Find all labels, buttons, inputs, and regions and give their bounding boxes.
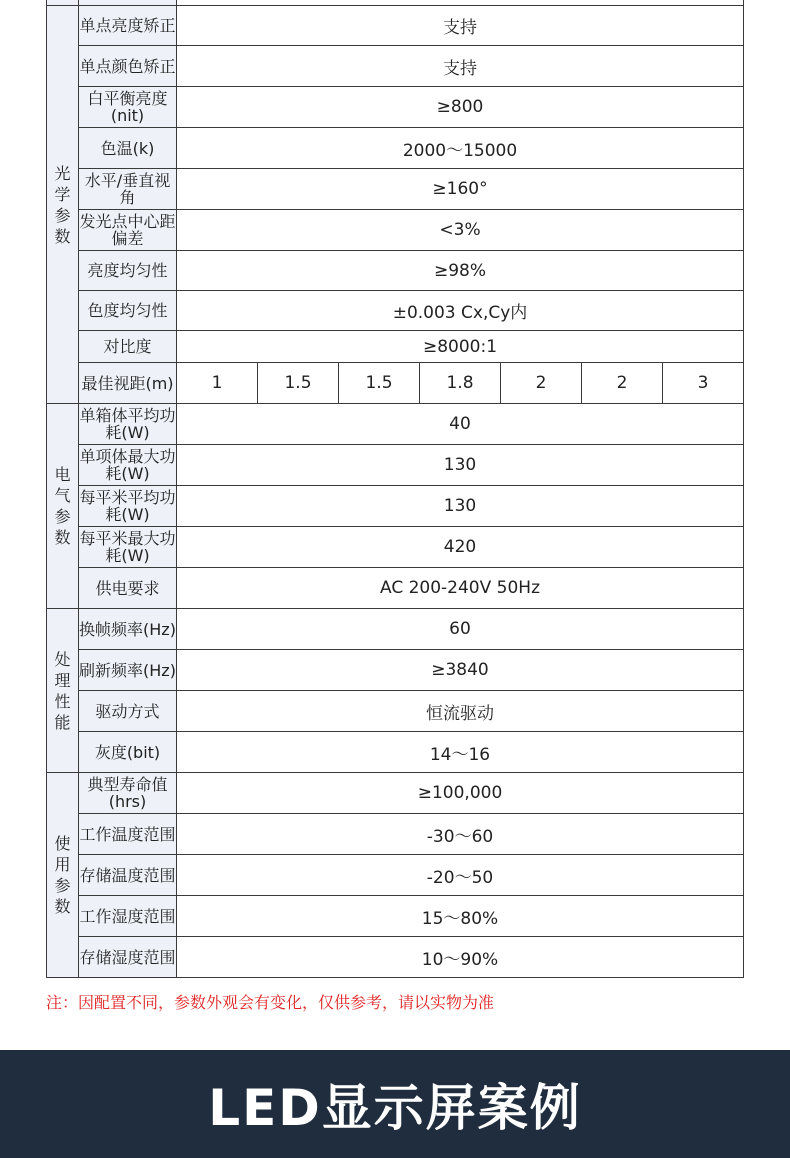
table-row: [47, 486, 744, 527]
row-value: -30～60: [177, 814, 744, 855]
row-label: 存储温度范围: [79, 855, 177, 896]
row-value: 10～90%: [177, 937, 744, 978]
row-value: ≥160°: [177, 169, 744, 210]
row-value: 60: [177, 609, 744, 650]
viewing-distance-cell: 2: [501, 363, 582, 404]
table-row: [47, 6, 744, 46]
table-row: [47, 363, 744, 404]
table-row: [47, 568, 744, 609]
disclaimer-note: 注：因配置不同，参数外观会有变化，仅供参考，请以实物为准: [46, 993, 495, 1012]
table-row: [47, 650, 744, 691]
row-value: ≥800: [177, 87, 744, 128]
table-row: [47, 46, 744, 87]
row-value: ≥8000:1: [177, 331, 744, 363]
table-row: [47, 937, 744, 978]
footer-banner: [0, 1050, 790, 1158]
row-label: 刷新频率(Hz): [79, 650, 177, 691]
table-row: [47, 128, 744, 169]
row-value: AC 200-240V 50Hz: [177, 568, 744, 609]
row-label: 每平米平均功耗(W): [79, 486, 177, 527]
viewing-distance-cell: 1.5: [258, 363, 339, 404]
row-label: 单箱体平均功耗(W): [79, 404, 177, 445]
table-row: [47, 855, 744, 896]
row-label: 供电要求: [79, 568, 177, 609]
row-value: -20～50: [177, 855, 744, 896]
row-value: ≥100,000: [177, 773, 744, 814]
table-row: [47, 251, 744, 291]
row-label: 亮度均匀性: [79, 251, 177, 291]
row-label: 工作温度范围: [79, 814, 177, 855]
table-row: [47, 445, 744, 486]
row-value: 恒流驱动: [177, 691, 744, 732]
viewing-distance-cell: 1: [177, 363, 258, 404]
row-label: 存储湿度范围: [79, 937, 177, 978]
table-row: [47, 210, 744, 251]
row-value: 420: [177, 527, 744, 568]
row-value: 2000～15000: [177, 128, 744, 169]
viewing-distance-cell: 1.8: [420, 363, 501, 404]
row-value: 130: [177, 445, 744, 486]
table-row: [47, 87, 744, 128]
row-label: 色度均匀性: [79, 291, 177, 331]
group-optical: 光学参数: [47, 6, 79, 404]
row-value: 14～16: [177, 732, 744, 773]
table-row: [47, 732, 744, 773]
row-value: 130: [177, 486, 744, 527]
row-label: 水平/垂直视角: [79, 169, 177, 210]
table-row: [47, 773, 744, 814]
row-label: 典型寿命值(hrs): [79, 773, 177, 814]
row-label: 驱动方式: [79, 691, 177, 732]
row-label: 单项体最大功耗(W): [79, 445, 177, 486]
row-label: 单点颜色矫正: [79, 46, 177, 87]
table-row: [47, 814, 744, 855]
row-label: 工作湿度范围: [79, 896, 177, 937]
section-title: LED显示屏案例: [208, 1079, 582, 1137]
row-value: ≥98%: [177, 251, 744, 291]
table-row: [47, 527, 744, 568]
group-processing: 处理性能: [47, 609, 79, 773]
table-row: [47, 896, 744, 937]
group-electrical: 电气参数: [47, 404, 79, 609]
table-row: [47, 169, 744, 210]
viewing-distance-cell: 2: [582, 363, 663, 404]
spec-table: [46, 0, 744, 978]
row-value: ≥3840: [177, 650, 744, 691]
row-label: 单点亮度矫正: [79, 6, 177, 46]
row-label: 白平衡亮度(nit): [79, 87, 177, 128]
row-label: 发光点中心距偏差: [79, 210, 177, 251]
row-label: 对比度: [79, 331, 177, 363]
row-label: 色温(k): [79, 128, 177, 169]
table-row: [47, 404, 744, 445]
row-value: 15～80%: [177, 896, 744, 937]
row-value: 支持: [177, 6, 744, 46]
row-value: 支持: [177, 46, 744, 87]
table-row: [47, 291, 744, 331]
row-label: 灰度(bit): [79, 732, 177, 773]
row-value: 40: [177, 404, 744, 445]
row-label: 换帧频率(Hz): [79, 609, 177, 650]
viewing-distance-cell: 3: [663, 363, 744, 404]
group-usage: 使用参数: [47, 773, 79, 978]
table-row: [47, 691, 744, 732]
table-row: [47, 331, 744, 363]
viewing-distance-cell: 1.5: [339, 363, 420, 404]
row-label: 最佳视距(m): [79, 363, 177, 404]
row-value: ±0.003 Cx,Cy内: [177, 291, 744, 331]
row-value: <3%: [177, 210, 744, 251]
table-row: [47, 609, 744, 650]
row-label: 每平米最大功耗(W): [79, 527, 177, 568]
